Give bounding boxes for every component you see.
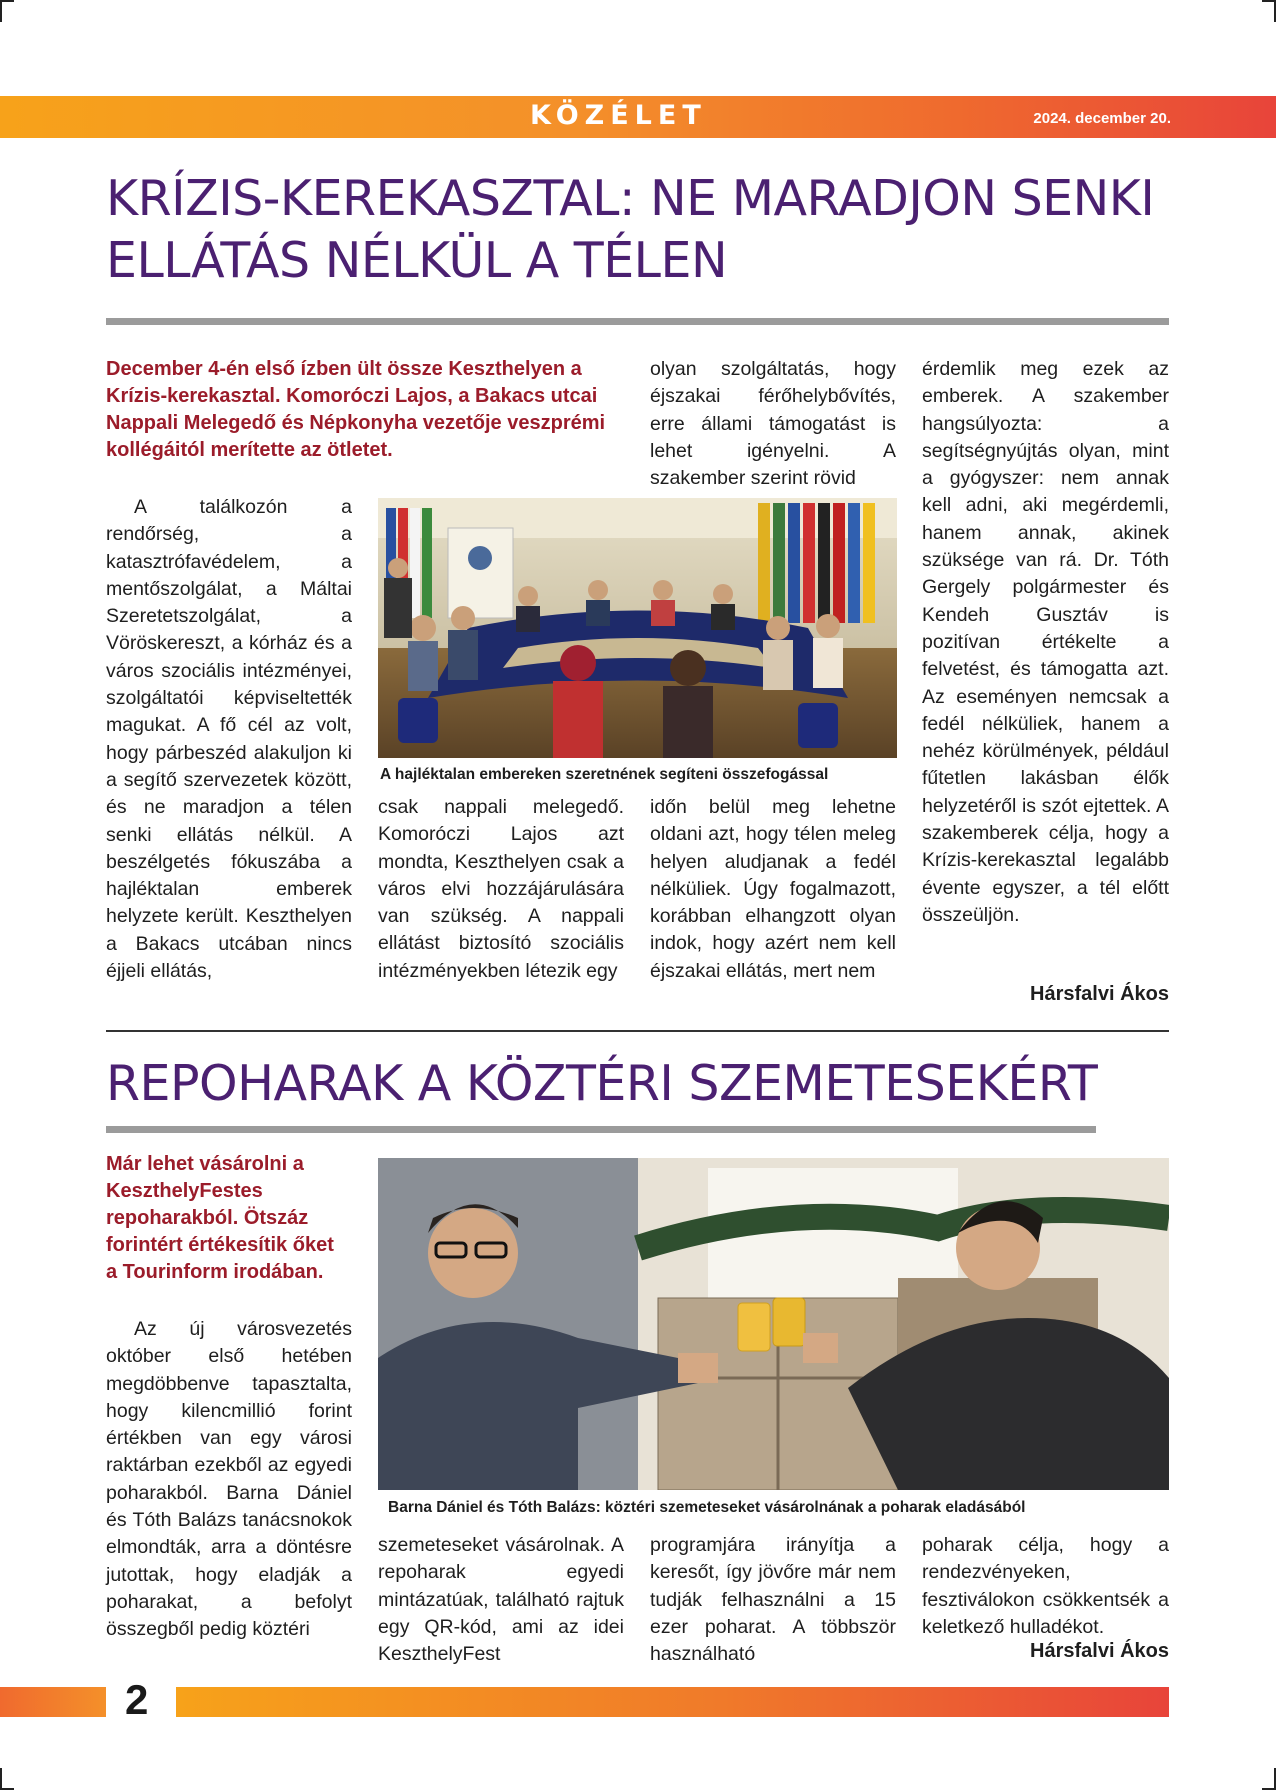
article2-column-2 (378, 1532, 624, 1668)
article2-column-4 (922, 1532, 1169, 1641)
body-text: szemeteseket vásárolnak. A repoharak egyedi mintázatúak, található rajtuk egy QR-kód, ami az idei KeszthelyFest (378, 1534, 624, 1666)
article1-headline (106, 168, 1186, 292)
footer-band-left (0, 1687, 106, 1717)
meeting-photo (378, 498, 897, 758)
body-text: időn belül meg lehetne oldani azt, hogy télen meleg helyen aludjanak a fedél nélküliek. Úgy fogalmazott, korábban elhangzott olyan indok, hogy azért nem kell éjszakai ellátás, mert nem (650, 796, 896, 982)
body-text: programjára irányítja a keresőt, így jövőre már nem tudják felhasználni a 15 ezer poharat. A többször használható (650, 1534, 896, 1666)
body-text: olyan szolgáltatás, hogy éjszakai férőhelybővítés, erre állami támogatást is lehet igényelni. A szakember szerint rövid (650, 358, 896, 490)
body-text: csak nappali melegedő. Komoróczi Lajos azt mondta, Keszthelyen csak a város elvi hozzájárulására van szükség. A nappali ellátást biztosító szociális intézményekben létezik egy (378, 796, 624, 982)
cups-photo-caption: Barna Dániel és Tóth Balázs: köztéri szemeteseket vásárolnának a poharak eladásából (388, 1499, 1026, 1516)
page-number: 2 (125, 1676, 149, 1723)
article2-byline: Hársfalvi Ákos (1030, 1640, 1169, 1662)
headline-line: KRÍZIS-KEREKASZTAL: NE MARADJON SENKI (106, 170, 1155, 227)
article2-column-1 (106, 1316, 352, 1644)
headline-rule (106, 1126, 1096, 1133)
body-text: érdemlik meg ezek az emberek. A szakember hangsúlyozta: a segítségnyújtás olyan, mint a gyógyszer: nem annak kell adni, aki megérdemli, hanem annak, akinek szüksége van rá. Dr. Tóth Gergely polgármester és Kendeh Gusztáv is pozitívan értékelte a felvetést, és támogatta azt. Az eseményen nemcsak a fedél nélküliek, hanem a nehéz körülmények, például fűtetlen lakásban élők helyzetéről is szót ejtettek. A szakemberek célja, hogy a Krízis-kerekasztal legalább évente egyszer, a tél előtt összeüljön. (922, 358, 1169, 926)
issue-date: 2024. december 20. (1033, 110, 1171, 127)
article2-headline: REPOHARAK A KÖZTÉRI SZEMETESEKÉRT (106, 1055, 1098, 1112)
headline-rule (106, 318, 1169, 325)
crop-mark (1262, 0, 1276, 2)
cups-photo (378, 1158, 1169, 1490)
article1-column-4 (922, 356, 1169, 929)
article1-byline: Hársfalvi Ákos (1030, 983, 1169, 1005)
crop-mark (0, 1768, 2, 1790)
footer-band-right (176, 1687, 1169, 1717)
crop-mark (0, 0, 14, 2)
headline-line: ELLÁTÁS NÉLKÜL A TÉLEN (106, 232, 728, 290)
section-title: KÖZÉLET (530, 100, 707, 131)
article1-lead: December 4-én első ízben ült össze Keszthelyen a Krízis-kerekasztal. Komoróczi Lajos, a Bakacs utcai Nappali Melegedő és Népkonyha vezetője veszprémi kollégáitól merítette az ötletet. (106, 358, 606, 461)
article1-column-3-bottom (650, 794, 896, 985)
body-text: Az új városvezetés október első hetében megdöbbenve tapasztalta, hogy kilencmillió forint értékben van egy városi raktárban ezekből az egyedi poharakból. Barna Dániel és Tóth Balázs tanácsnokok elmondták, arra a döntésre jutottak, hogy eladják a poharakat, a befolyt összegből pedig köztéri (106, 1318, 352, 1641)
article-divider (106, 1030, 1169, 1032)
body-text: A találkozón a rendőrség, a katasztrófavédelem, a mentőszolgálat, a Máltai Szeretetszolgálat, a Vöröskereszt, a kórház és a város szociális intézményei, szolgáltatói képviseltették magukat. A fő cél az volt, hogy párbeszéd alakuljon ki a segítő szervezetek között, és ne maradjon a télen senki ellátás nélkül. A beszélgetés fókuszába a hajléktalan emberek helyzete került. Keszthelyen a Bakacs utcában nincs éjjeli ellátás, (106, 496, 352, 983)
article2-column-3 (650, 1532, 896, 1668)
crop-mark (0, 0, 2, 22)
article1-column-1 (106, 494, 352, 985)
article1-column-2 (378, 794, 624, 985)
meeting-photo-caption: A hajléktalan embereken szeretnének segíteni összefogással (380, 766, 829, 783)
body-text: poharak célja, hogy a rendezvényeken, fesztiválokon csökkentsék a keletkező hulladékot. (922, 1534, 1169, 1638)
article1-column-3-top (650, 356, 896, 492)
article2-lead: Már lehet vásárolni a KeszthelyFestes repoharakból. Ötszáz forintért értékesítik őket a Tourinform irodában. (106, 1153, 334, 1283)
